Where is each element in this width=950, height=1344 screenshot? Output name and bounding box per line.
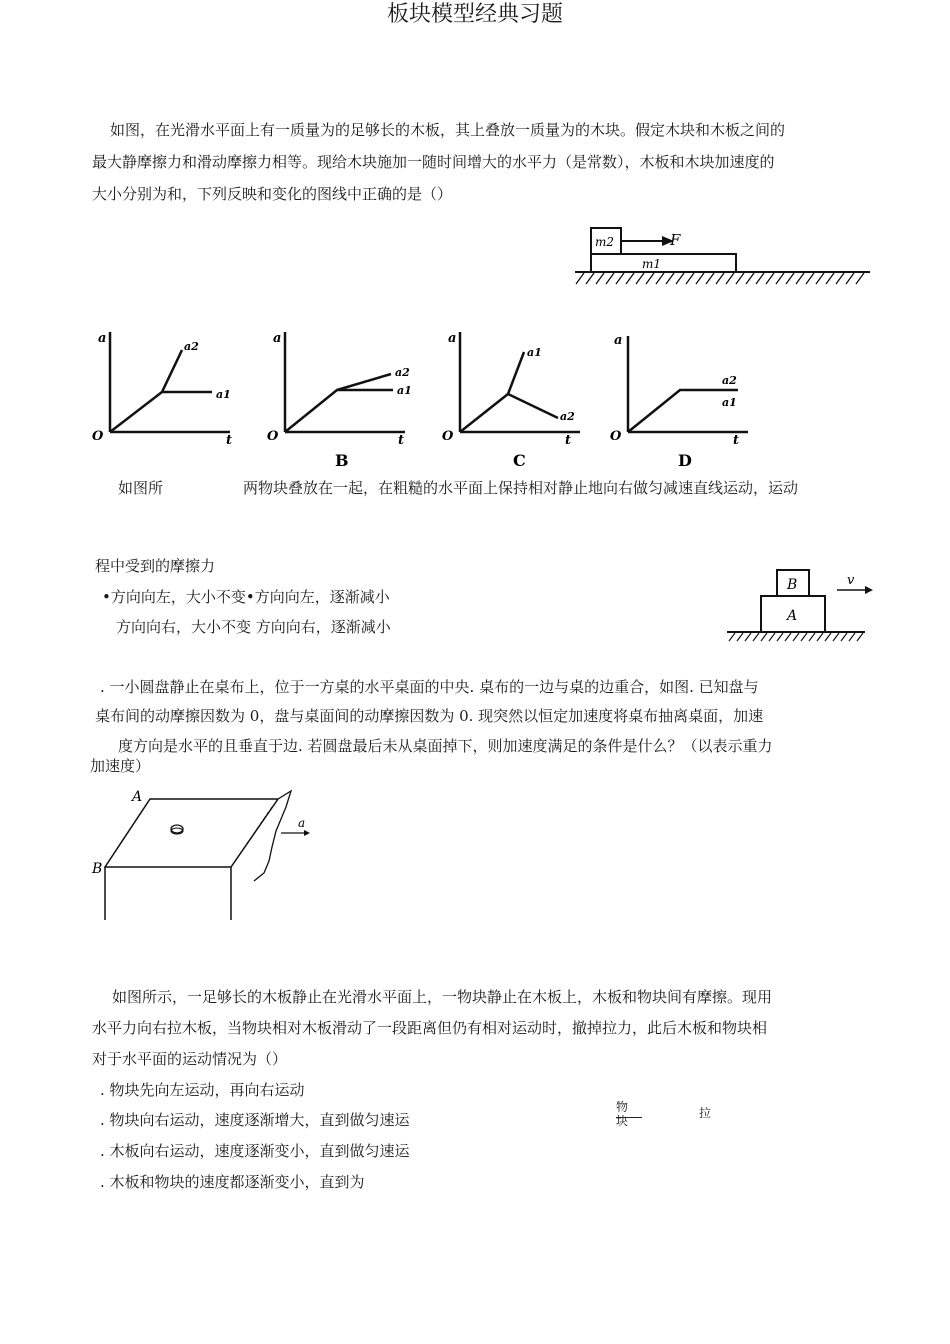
q3-line-2: 桌布间的动摩擦因数为 0，盘与桌面间的动摩擦因数为 0. 现突然以恒定加速度将桌布抽离桌面，加速 [95,707,764,725]
q2-label-B: B [787,577,798,593]
graph-b-origin: O [267,429,279,444]
page-title: 板块模型经典习题 [386,2,563,27]
q1-graph-D [608,320,768,470]
q4-option-3: . 木板向右运动，速度逐渐变小，直到做匀速运 [100,1142,410,1160]
q1-label-m1: m1 [642,257,662,271]
graph-d-axis-t: t [733,433,740,448]
graph-b-axis-t: t [398,433,405,448]
q1-line-2: 最大静摩擦力和滑动摩擦力相等。现给木块施加一随时间增大的水平力（是常数），木板和木块加速度的 [92,153,775,171]
q2-line-1b: 两物块叠放在一起，在粗糙的水平面上保持相对静止地向右做匀减速直线运动，运动 [243,479,799,497]
q3-table-figure [88,785,328,925]
q1-line-3: 大小分别为和，下列反映和变化的图线中正确的是（） [92,185,453,203]
q2-block-figure [725,565,875,645]
graph-c-curve-a2: a2 [560,410,575,423]
q4-line-3: 对于水平面的运动情况为（） [92,1050,288,1068]
q3-line-3: 度方向是水平的且垂直于边. 若圆盘最后未从桌面掉下，则加速度满足的条件是什么？（以表示重力 [118,737,773,755]
graph-a-axis-t: t [226,433,233,448]
graph-d-curve-a2: a2 [722,374,737,387]
q1-line-1: 如图，在光滑水平面上有一质量为的足够长的木板，其上叠放一质量为的木块。假定木块和木板之间的 [110,121,786,139]
q4-line-2: 水平力向右拉木板，当物块相对木板滑动了一段距离但仍有相对运动时，撤掉拉力，此后木板和物块相 [92,1019,768,1037]
q3-label-A: A [132,789,143,805]
q3-label-a: a [298,816,306,830]
q4-option-4: . 木板和物块的速度都逐渐变小，直到为 [100,1173,365,1191]
graph-a-origin: O [92,429,104,444]
q4-option-1: . 物块先向左运动，再向右运动 [100,1081,305,1099]
graph-b-curve-a1: a1 [397,384,412,397]
graph-c-axis-a: a [448,331,457,346]
q1-label-F: F [670,231,681,249]
q2-line-1a: 如图所 [118,479,164,497]
graph-a-axis-a: a [98,331,107,346]
q2-label-A: A [787,608,798,624]
graph-c-axis-t: t [565,433,572,448]
q4-figure-label-pull: 拉 [699,1106,712,1120]
q1-graph-C [440,320,600,470]
q2-line-2: 程中受到的摩擦力 [95,557,216,575]
q3-line-4: 加速度） [90,757,151,775]
graph-b-label: B [335,451,349,470]
q4-figure-line [616,1117,642,1118]
q3-label-B: B [92,861,103,877]
q2-options-2: 方向向右，大小不变 方向向右，逐渐减小 [116,618,391,636]
q4-line-1: 如图所示，一足够长的木板静止在光滑水平面上，一物块静止在木板上，木板和物块间有摩擦。现用 [112,988,773,1006]
graph-c-curve-a1: a1 [527,346,542,359]
q1-block-figure [570,220,880,295]
q4-option-2: . 物块向右运动，速度逐渐增大，直到做匀速运 [100,1111,410,1129]
graph-b-curve-a2: a2 [395,366,410,379]
q1-graph-A [90,320,250,470]
graph-d-label: D [678,451,692,470]
q2-label-v: v [847,573,855,588]
q3-line-1: . 一小圆盘静止在桌布上，位于一方桌的水平桌面的中央. 桌布的一边与桌的边重合，如图. 已知盘与 [100,678,759,696]
graph-c-label: C [513,451,526,470]
graph-b-axis-a: a [273,331,282,346]
graph-a-curve-a1: a1 [216,388,231,401]
q1-label-m2: m2 [595,235,615,249]
q1-graph-B [265,320,425,470]
q4-figure-label-block: 物块 [616,1100,629,1128]
graph-d-curve-a1: a1 [722,396,737,409]
graph-d-origin: O [610,429,622,444]
q2-options-1: •方向向左，大小不变•方向向左，逐渐减小 [102,588,390,606]
graph-d-axis-a: a [614,333,623,348]
graph-c-origin: O [442,429,454,444]
graph-a-curve-a2: a2 [184,340,199,353]
